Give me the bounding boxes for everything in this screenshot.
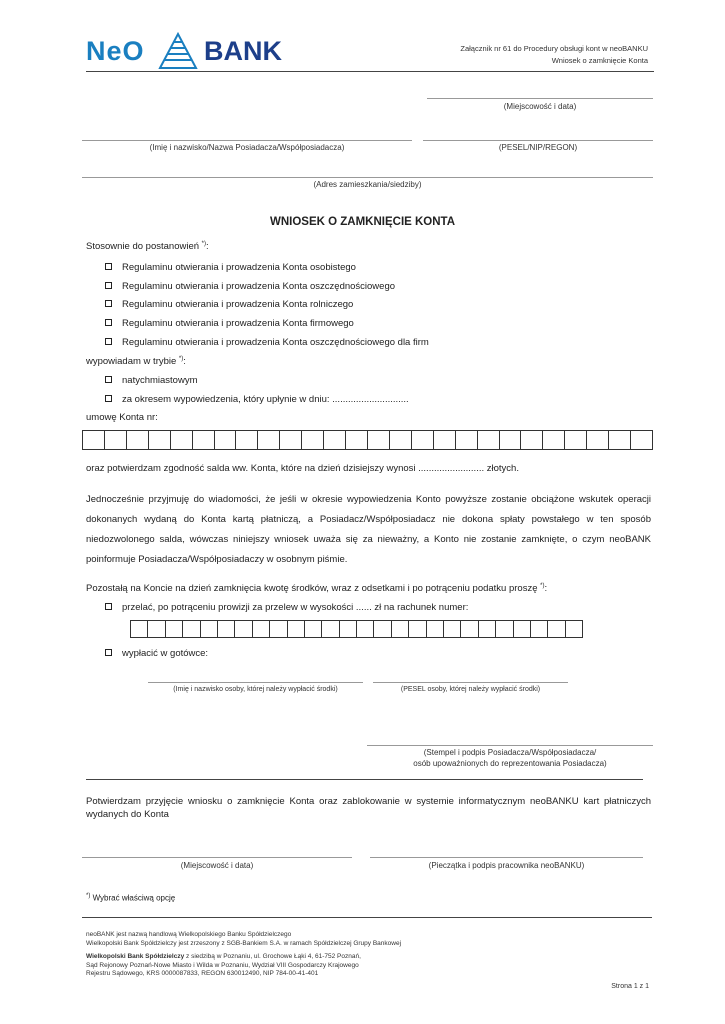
digit-cell[interactable] bbox=[543, 431, 565, 449]
balance-text: oraz potwierdzam zgodność salda ww. Konta, które na dzień dzisiejszy wynosi ......................... złotych. bbox=[86, 463, 519, 474]
checkbox[interactable] bbox=[105, 282, 112, 289]
cash-pesel-caption: (PESEL osoby, której należy wypłacić środki) bbox=[400, 686, 541, 693]
mode-option-notice[interactable]: za okresem wypowiedzenia, który upłynie w dniu: ............................. bbox=[105, 394, 409, 405]
regulation-option-2[interactable]: Regulaminu otwierania i prowadzenia Konta oszczędnościowego bbox=[105, 281, 395, 292]
digit-cell[interactable] bbox=[609, 431, 631, 449]
digit-cell[interactable] bbox=[461, 621, 478, 637]
digit-cell[interactable] bbox=[514, 621, 531, 637]
footer-line-3: Wielkopolski Bank Spółdzielczy z siedzibą w Poznaniu, ul. Grochowe Łąki 4, 61-752 Poznań, bbox=[86, 953, 361, 960]
stamp-caption-2: osób upoważnionych do reprezentowania Posiadacza) bbox=[413, 759, 607, 768]
checkbox[interactable] bbox=[105, 649, 112, 656]
digit-cell[interactable] bbox=[258, 431, 280, 449]
digit-cell[interactable] bbox=[565, 431, 587, 449]
pesel-caption: (PESEL/NIP/REGON) bbox=[498, 143, 578, 152]
digit-cell[interactable] bbox=[357, 621, 374, 637]
checkbox[interactable] bbox=[105, 300, 112, 307]
digit-cell[interactable] bbox=[374, 621, 391, 637]
digit-cell[interactable] bbox=[521, 431, 543, 449]
digit-cell[interactable] bbox=[218, 621, 235, 637]
digit-cell[interactable] bbox=[390, 431, 412, 449]
footer-line-1: neoBANK jest nazwą handlową Wielkopolskiego Banku Spółdzielczego bbox=[86, 931, 292, 938]
stamp-caption-1: (Stempel i podpis Posiadacza/Współposiadacza/ bbox=[423, 748, 597, 757]
checkbox[interactable] bbox=[105, 319, 112, 326]
bank-sign-caption: (Pieczątka i podpis pracownika neoBANKU) bbox=[428, 861, 585, 870]
digit-cell[interactable] bbox=[302, 431, 324, 449]
checkbox[interactable] bbox=[105, 263, 112, 270]
mode-option-immediate[interactable]: natychmiastowym bbox=[105, 375, 198, 386]
pesel-line[interactable] bbox=[423, 140, 653, 141]
transfer-option[interactable]: przelać, po potrąceniu prowizji za przelew w wysokości ...... zł na rachunek numer: bbox=[105, 602, 468, 613]
digit-cell[interactable] bbox=[193, 431, 215, 449]
digit-cell[interactable] bbox=[456, 431, 478, 449]
address-caption: (Adres zamieszkania/siedziby) bbox=[313, 180, 422, 189]
checkbox[interactable] bbox=[105, 395, 112, 402]
according-label: Stosownie do postanowień *): bbox=[86, 241, 209, 253]
digit-cell[interactable] bbox=[288, 621, 305, 637]
neobank-logo bbox=[86, 30, 296, 70]
digit-cell[interactable] bbox=[148, 621, 165, 637]
cash-option[interactable]: wypłacić w gotówce: bbox=[105, 648, 208, 659]
place-date-line[interactable] bbox=[427, 98, 653, 99]
account-label: umowę Konta nr: bbox=[86, 412, 158, 423]
footer-rule bbox=[82, 917, 652, 918]
digit-cell[interactable] bbox=[566, 621, 582, 637]
digit-cell[interactable] bbox=[412, 431, 434, 449]
digit-cell[interactable] bbox=[531, 621, 548, 637]
regulation-option-4[interactable]: Regulaminu otwierania i prowadzenia Konta firmowego bbox=[105, 318, 354, 329]
bottom-place-line[interactable] bbox=[82, 857, 352, 858]
name-line[interactable] bbox=[82, 140, 412, 141]
transfer-account-grid[interactable] bbox=[130, 620, 583, 638]
digit-cell[interactable] bbox=[201, 621, 218, 637]
regulation-option-5[interactable]: Regulaminu otwierania i prowadzenia Konta oszczędnościowego dla firm bbox=[105, 337, 429, 348]
digit-cell[interactable] bbox=[368, 431, 390, 449]
footer-line-4: Sąd Rejonowy Poznań-Nowe Miasto i Wilda w Poznaniu, Wydział VIII Gospodarczy Krajowego bbox=[86, 961, 359, 969]
digit-cell[interactable] bbox=[427, 621, 444, 637]
digit-cell[interactable] bbox=[149, 431, 171, 449]
digit-cell[interactable] bbox=[131, 621, 148, 637]
digit-cell[interactable] bbox=[235, 621, 252, 637]
account-number-grid[interactable] bbox=[82, 430, 653, 450]
checkbox[interactable] bbox=[105, 603, 112, 610]
digit-cell[interactable] bbox=[496, 621, 513, 637]
header-subtitle: Wniosek o zamknięcie Konta bbox=[551, 56, 648, 65]
header-attachment: Załącznik nr 61 do Procedury obsługi kont w neoBANKU bbox=[460, 44, 648, 53]
document-title: WNIOSEK O ZAMKNIĘCIE KONTA bbox=[269, 216, 456, 228]
digit-cell[interactable] bbox=[444, 621, 461, 637]
digit-cell[interactable] bbox=[270, 621, 287, 637]
confirm-text: Potwierdzam przyjęcie wniosku o zamknięcie Konta oraz zablokowanie w systemie informatycznym neoBANKU kart płatniczych wydanych do Konta bbox=[86, 796, 651, 820]
digit-cell[interactable] bbox=[587, 431, 609, 449]
digit-cell[interactable] bbox=[392, 621, 409, 637]
digit-cell[interactable] bbox=[324, 431, 346, 449]
digit-cell[interactable] bbox=[631, 431, 652, 449]
digit-cell[interactable] bbox=[83, 431, 105, 449]
cash-name-line[interactable] bbox=[148, 682, 363, 683]
section-divider bbox=[86, 779, 643, 780]
digit-cell[interactable] bbox=[280, 431, 302, 449]
footnote: *) Wybrać właściwą opcję bbox=[86, 893, 176, 903]
digit-cell[interactable] bbox=[322, 621, 339, 637]
digit-cell[interactable] bbox=[434, 431, 456, 449]
bank-sign-line[interactable] bbox=[370, 857, 643, 858]
digit-cell[interactable] bbox=[236, 431, 258, 449]
bottom-place-caption: (Miejscowość i data) bbox=[180, 861, 254, 870]
logo-building-icon bbox=[156, 30, 200, 70]
digit-cell[interactable] bbox=[105, 431, 127, 449]
regulation-option-3[interactable]: Regulaminu otwierania i prowadzenia Konta rolniczego bbox=[105, 299, 353, 310]
digit-cell[interactable] bbox=[409, 621, 426, 637]
digit-cell[interactable] bbox=[548, 621, 565, 637]
mode-label: wypowiadam w trybie *): bbox=[86, 356, 186, 368]
stamp-line[interactable] bbox=[367, 745, 653, 746]
digit-cell[interactable] bbox=[500, 431, 522, 449]
digit-cell[interactable] bbox=[127, 431, 149, 449]
digit-cell[interactable] bbox=[253, 621, 270, 637]
logo-text-neo: NeO bbox=[86, 36, 145, 66]
digit-cell[interactable] bbox=[215, 431, 237, 449]
footer-line-2: Wielkopolski Bank Spółdzielczy jest zrzeszony z SGB-Bankiem S.A. w ramach Spółdzielczej Grupy Bankowej bbox=[86, 939, 402, 947]
notice-paragraph: Jednocześnie przyjmuję do wiadomości, że jeśli w okresie wypowiedzenia Konto powyższe zostanie obciążone wskutek operacji dokonanych wydaną do Konta kartą płatniczą, a Posiadacz/Współposiadacz nie dokona spłaty powstałego w ten sposób niedozwolonego salda, wówczas niniejszy wniosek uważa się za nieważny, a Konto nie zostanie zamknięte, o czym neoBANK poinformuje Posiadacza/Współposiadaczy w osobnym piśmie. bbox=[86, 494, 651, 565]
logo-text-bank: BANK bbox=[204, 36, 282, 66]
name-caption: (Imię i nazwisko/Nazwa Posiadacza/Współposiadacza) bbox=[149, 143, 345, 152]
digit-cell[interactable] bbox=[171, 431, 193, 449]
checkbox[interactable] bbox=[105, 376, 112, 383]
digit-cell[interactable] bbox=[479, 621, 496, 637]
digit-cell[interactable] bbox=[166, 621, 183, 637]
header-rule bbox=[86, 71, 654, 72]
place-date-caption: (Miejscowość i data) bbox=[503, 102, 577, 111]
digit-cell[interactable] bbox=[340, 621, 357, 637]
address-line[interactable] bbox=[82, 177, 653, 178]
cash-name-caption: (Imię i nazwisko osoby, której należy wypłacić środki) bbox=[173, 686, 338, 693]
digit-cell[interactable] bbox=[346, 431, 368, 449]
digit-cell[interactable] bbox=[478, 431, 500, 449]
checkbox[interactable] bbox=[105, 338, 112, 345]
cash-pesel-line[interactable] bbox=[373, 682, 568, 683]
remaining-label: Pozostałą na Koncie na dzień zamknięcia kwotę środków, wraz z odsetkami i po potrąceniu podatku proszę *): bbox=[86, 583, 548, 595]
digit-cell[interactable] bbox=[305, 621, 322, 637]
footer-line-5: Rejestru Sądowego, KRS 0000087833, REGON 630012490, NIP 784-00-41-401 bbox=[86, 970, 319, 977]
footer-block bbox=[86, 931, 401, 979]
page-number: Strona 1 z 1 bbox=[611, 983, 649, 990]
digit-cell[interactable] bbox=[183, 621, 200, 637]
regulation-option-1[interactable]: Regulaminu otwierania i prowadzenia Konta osobistego bbox=[105, 262, 356, 273]
